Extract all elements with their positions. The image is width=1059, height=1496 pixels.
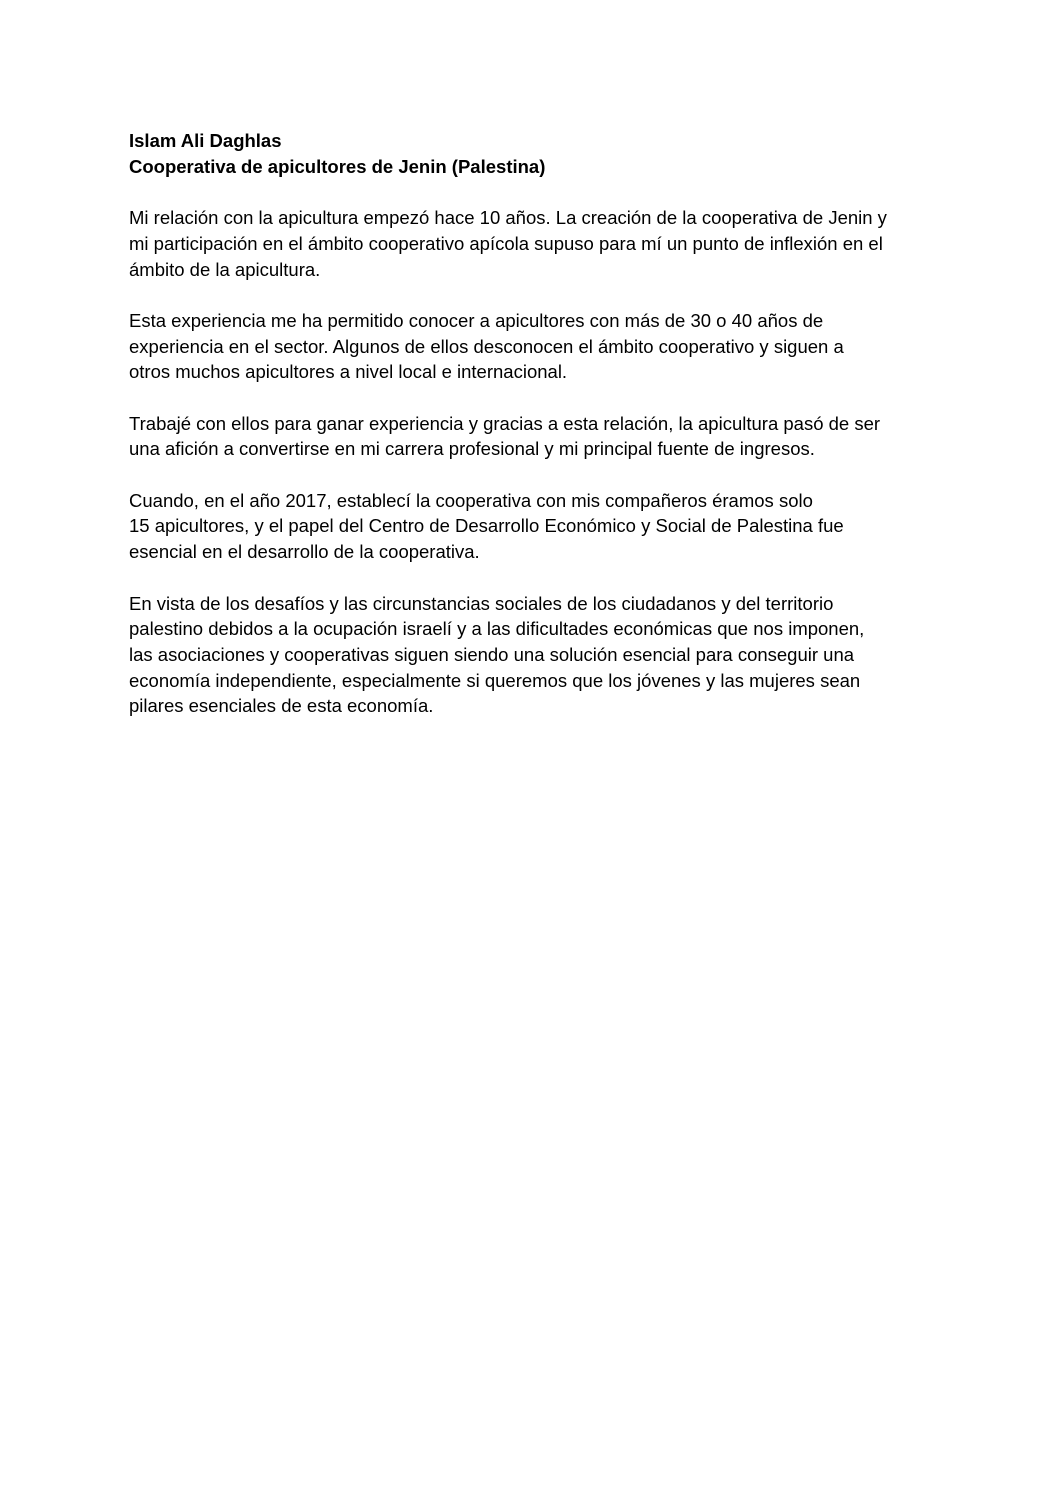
document-header — [129, 128, 929, 179]
paragraph-line: Esta experiencia me ha permitido conocer a apicultores con más de 30 o 40 años de — [129, 309, 824, 331]
paragraph-line: economía independiente, especialmente si queremos que los jóvenes y las mujeres sean — [129, 669, 861, 691]
paragraph-line: mi participación en el ámbito cooperativo apícola supuso para mí un punto de inflexión en el — [129, 232, 883, 254]
paragraph-line: otros muchos apicultores a nivel local e internacional. — [129, 361, 568, 383]
paragraph-line: Mi relación con la apicultura empezó hace 10 años. La creación de la cooperativa de Jenin y — [129, 207, 887, 229]
paragraph-line: las asociaciones y cooperativas siguen siendo una solución esencial para conseguir una — [129, 643, 855, 665]
paragraph-4 — [129, 488, 929, 565]
paragraph-1 — [129, 205, 929, 282]
paragraph-2 — [129, 308, 929, 385]
paragraph-line: 15 apicultores, y el papel del Centro de Desarrollo Económico y Social de Palestina fue — [129, 515, 844, 537]
paragraph-line: ámbito de la apicultura. — [129, 258, 321, 280]
paragraph-line: En vista de los desafíos y las circunstancias sociales de los ciudadanos y del territorio — [129, 592, 834, 614]
organization-name: Cooperativa de apicultores de Jenin (Palestina) — [129, 155, 546, 177]
paragraph-line: esencial en el desarrollo de la cooperativa. — [129, 541, 480, 563]
document-body — [129, 128, 929, 745]
paragraph-line: una afición a convertirse en mi carrera profesional y mi principal fuente de ingresos. — [129, 438, 815, 460]
author-name: Islam Ali Daghlas — [129, 130, 282, 151]
paragraph-line: experiencia en el sector. Algunos de ellos desconocen el ámbito cooperativo y siguen a — [129, 335, 844, 357]
paragraph-line: pilares esenciales de esta economía. — [129, 695, 434, 717]
paragraph-3 — [129, 411, 929, 462]
paragraph-line: Cuando, en el año 2017, establecí la cooperativa con mis compañeros éramos solo — [129, 489, 813, 511]
paragraph-5 — [129, 591, 929, 720]
paragraph-line: Trabajé con ellos para ganar experiencia y gracias a esta relación, la apicultura pasó de ser — [129, 412, 881, 434]
paragraph-line: palestino debidos a la ocupación israelí y a las dificultades económicas que nos imponen, — [129, 618, 865, 640]
